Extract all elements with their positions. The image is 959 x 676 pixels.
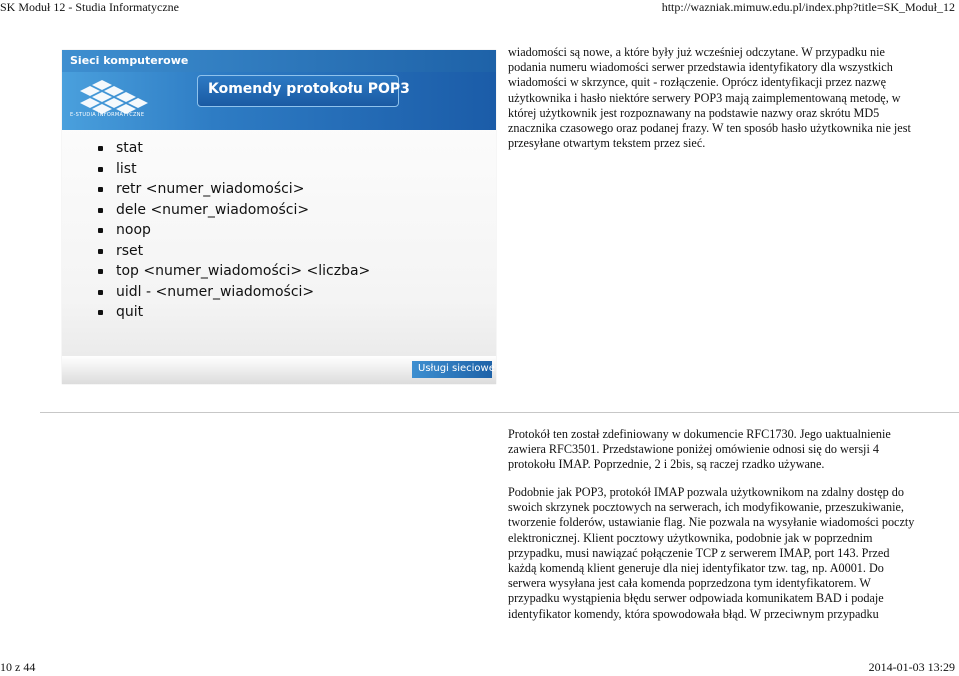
- list-item: uidl - <numer_wiadomości>: [98, 282, 370, 303]
- pop3-command-list: [98, 138, 370, 323]
- list-item: retr <numer_wiadomości>: [98, 179, 370, 200]
- slide-footer-label: [412, 361, 495, 378]
- list-item: rset: [98, 241, 370, 262]
- list-item: stat: [98, 138, 370, 159]
- page-number: 10 z 44: [0, 660, 36, 674]
- lecture-slide: [62, 50, 496, 384]
- page-header-title: SK Moduł 12 - Studia Informatyczne: [0, 0, 179, 14]
- slide-section-label: Sieci komputerowe: [70, 54, 189, 67]
- list-item: list: [98, 159, 370, 180]
- slide-top-bar: [62, 50, 496, 72]
- slide-title-box: [197, 75, 410, 107]
- slide-title: Komendy protokołu POP3: [208, 81, 410, 97]
- list-item: dele <numer_wiadomości>: [98, 200, 370, 221]
- print-timestamp: 2014-01-03 13:29: [868, 660, 955, 674]
- section-divider: [40, 412, 959, 413]
- list-item: top <numer_wiadomości> <liczba>: [98, 261, 370, 282]
- list-item: noop: [98, 220, 370, 241]
- list-item: quit: [98, 302, 370, 323]
- slide-logo-text: E-STUDIA INFORMATYCZNE: [70, 112, 145, 118]
- slide-footer-text: Usługi sieciowe: [418, 363, 495, 374]
- page-header-url[interactable]: http://wazniak.mimuw.edu.pl/index.php?title=SK_Moduł_12: [661, 0, 955, 14]
- paragraph-imap-rfc: Protokół ten został zdefiniowany w dokumencie RFC1730. Jego uaktualnienie zawiera RFC3501. Przedstawione poniżej omówienie odnosi się do wersji 4 protokołu IMAP. Poprzednie, 2 i 2bis, są raczej rzadko używane.: [508, 427, 891, 472]
- paragraph-imap-description: Podobnie jak POP3, protokół IMAP pozwala użytkownikom na zdalny dostęp do swoich skrzynek pocztowych na serwerach, ich modyfikowanie, przeszukiwanie, tworzenie folderów, ustawianie flag. Nie pozwala na wysyłanie wiadomości poczty elektronicznej. Klient pocztowy użytkownika, podobnie jak w poprzednim przypadku, musi nawiązać połączenie TCP z serwerem IMAP, port 143. Przed każdą komendą klient generuje dla niej identyfikator tzw. tag, np. A0001. Do serwera wysyłana jest cała komenda poprzedzona tym identyfikatorem. W przypadku wystąpienia błędu serwer odpowiada komunikatem BAD i podaje identyfikator komendy, która spowodowała błąd. W przeciwnym przypadku: [508, 485, 915, 621]
- paragraph-pop3-continued: wiadomości są nowe, a które były już wcześniej odczytane. W przypadku nie podania numeru wiadomości serwer przedstawia identyfikatory dla wszystkich wiadomości w skrzynce, quit - rozłączenie. Oprócz identyfikacji przez nazwę użytkownika i hasło niektóre serwery POP3 mają zaimplementowaną metodę, w której użytkownik jest rozpoznawany na podstawie nazwy oraz skrótu MD5 znacznika czasowego oraz podanej frazy. W ten sposób hasło użytkownika nie jest przesyłane otwartym tekstem przez sieć.: [508, 45, 911, 151]
